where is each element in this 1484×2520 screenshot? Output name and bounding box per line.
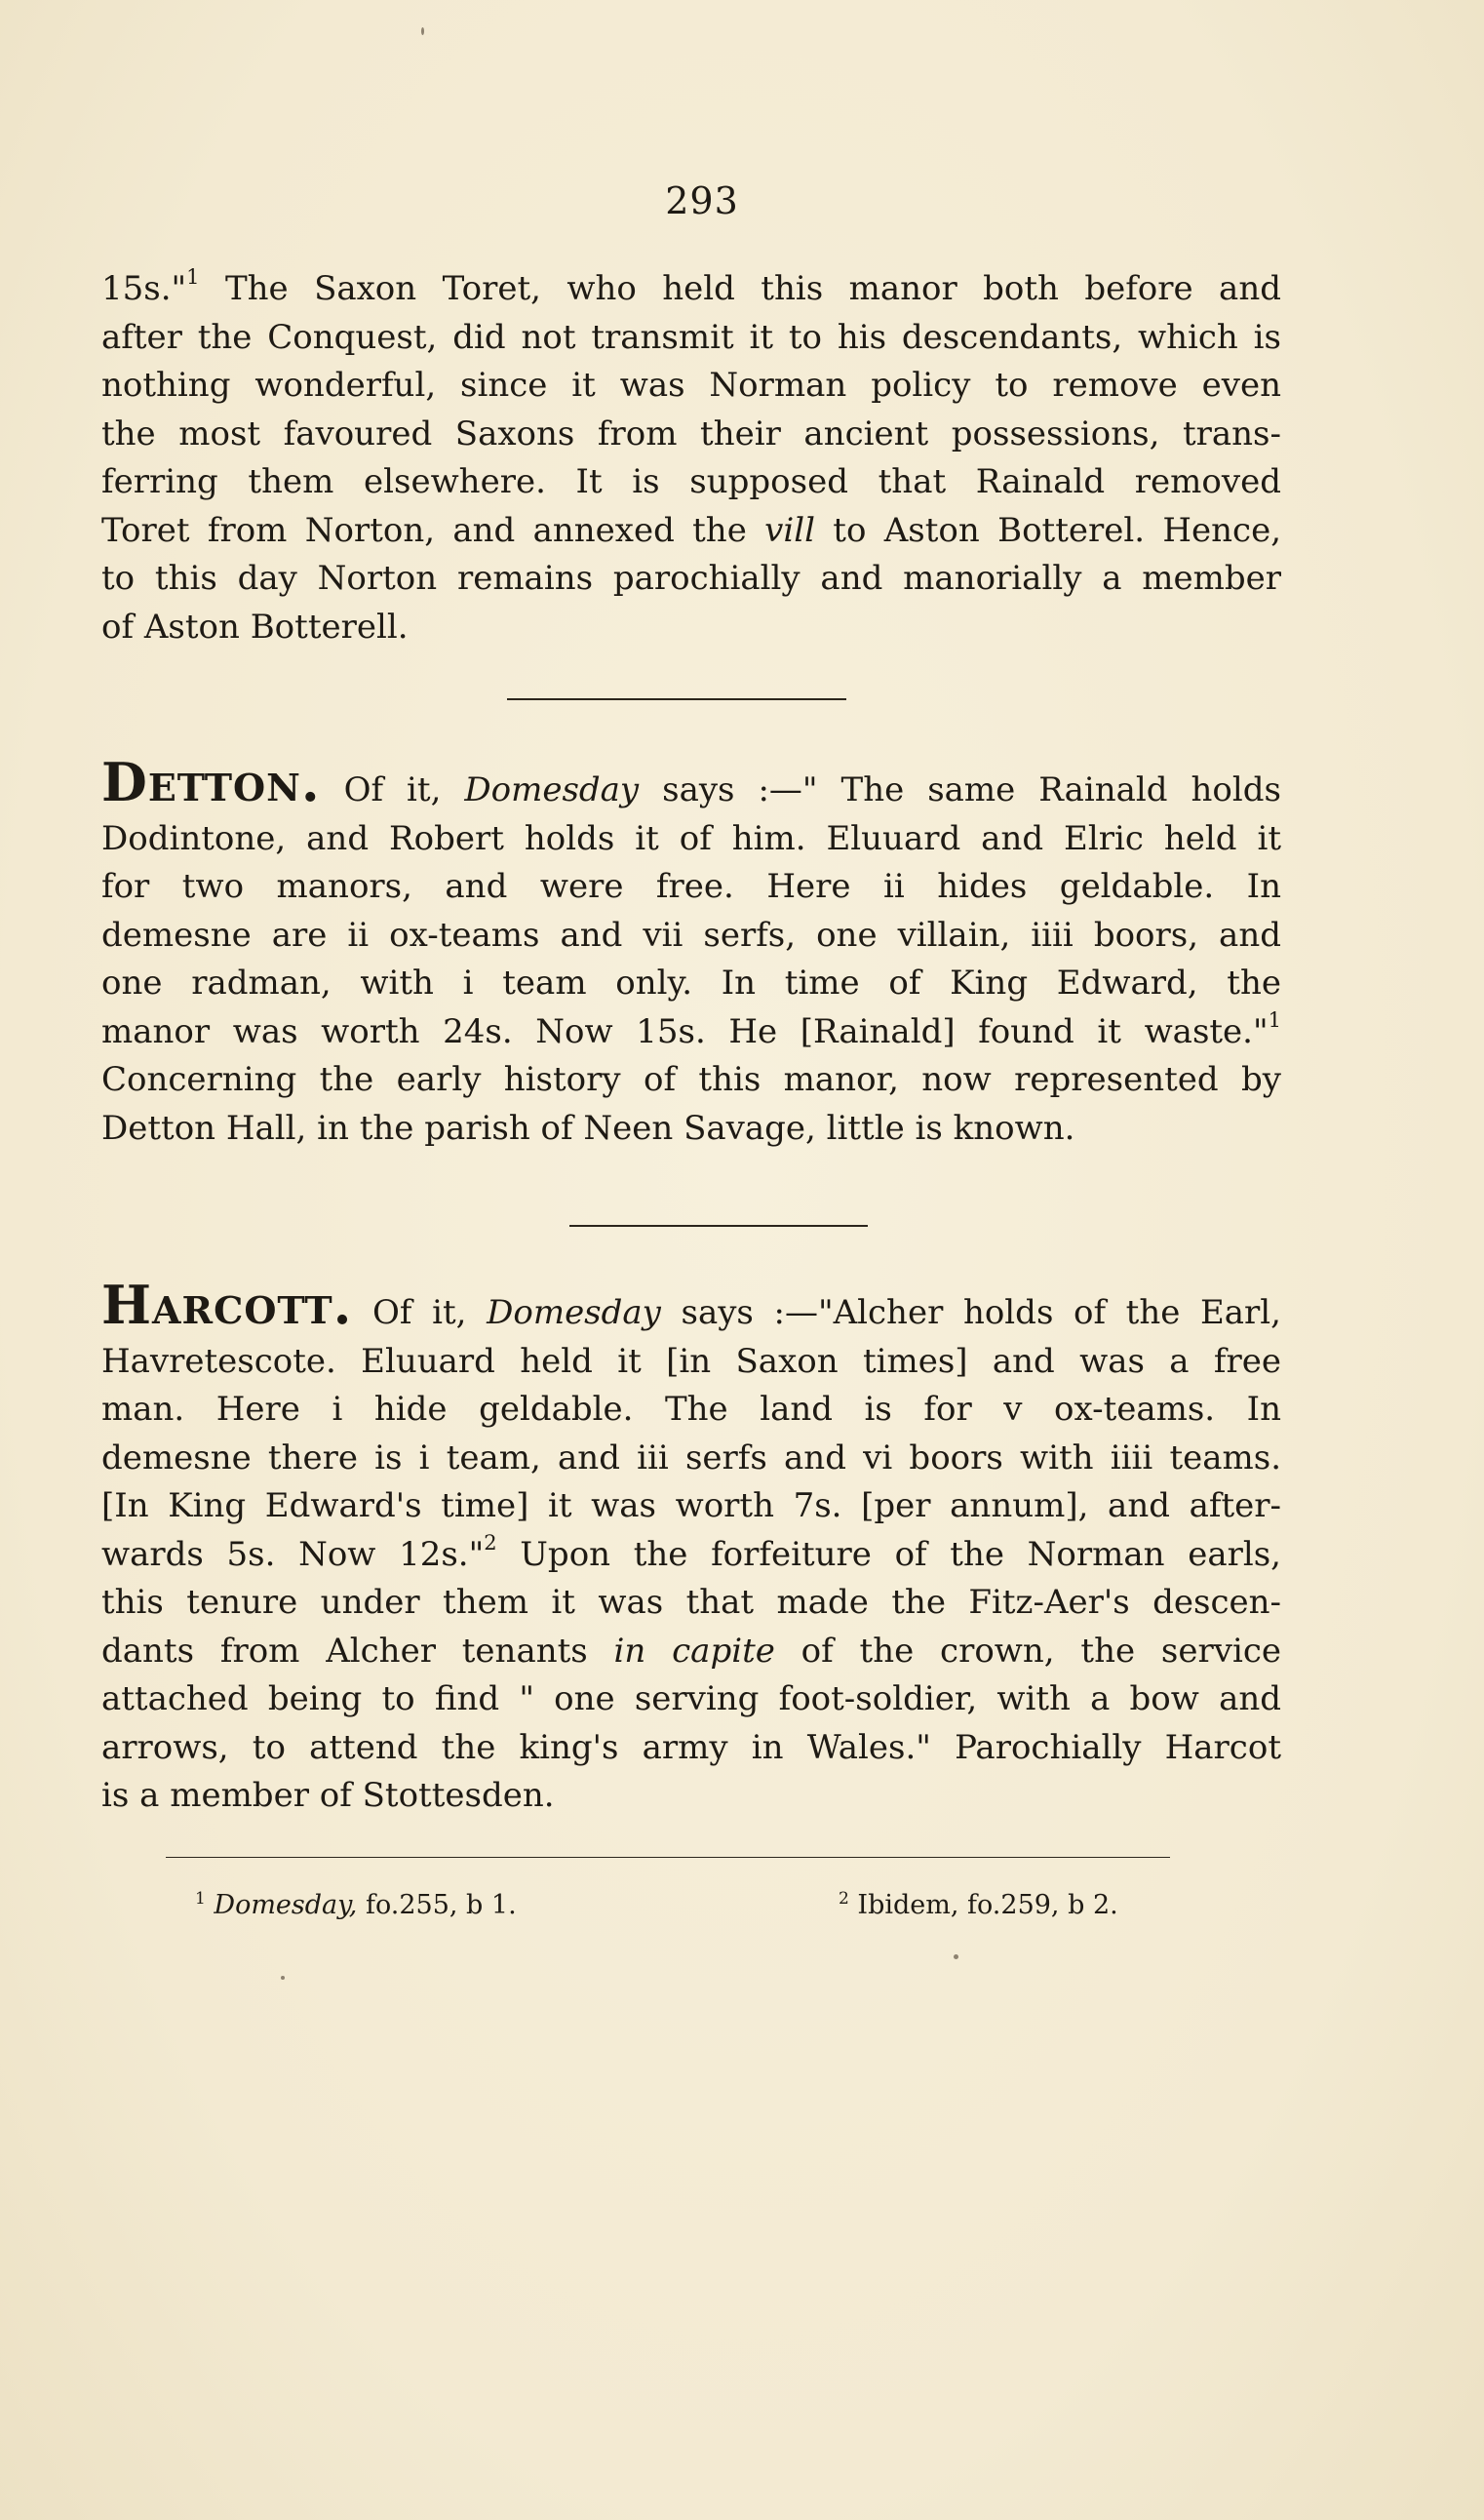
footnote-1: $^1$ Domesday, fo.255, b 1.: [195, 1889, 517, 1920]
text-line: Detton. Of it, Domesday says :—" The same Rainald holds: [101, 751, 1281, 813]
text-line: arrows, to attend the king's army in Wales." Parochially Harcot: [101, 1727, 1281, 1767]
footnote-ref[interactable]: 1: [186, 265, 200, 289]
text-line: nothing wonderful, since it was Norman policy to remove even: [101, 366, 1281, 405]
paper-speck: [281, 1976, 285, 1980]
text-line: 15s."$^1$ The Saxon Toret, who held this manor both before and: [101, 265, 1281, 308]
text-line: this tenure under them it was that made the Fitz-Aer's descen-: [101, 1583, 1281, 1622]
paper-speck: [954, 1954, 958, 1959]
text-line: Toret from Norton, and annexed the vill to Aston Botterel. Hence,: [101, 510, 1281, 550]
text-line: dants from Alcher tenants in capite of the crown, the service: [101, 1631, 1281, 1671]
text-line: demesne are ii ox-teams and vii serfs, one villain, iiii boors, and: [101, 915, 1281, 955]
text-line: is a member of Stottesden.: [101, 1776, 555, 1815]
text-line: Havretescote. Eluuard held it [in Saxon times] and was a free: [101, 1341, 1281, 1381]
footnote-rule: [166, 1857, 1170, 1858]
text-line: ferring them elsewhere. It is supposed that Rainald removed: [101, 462, 1281, 501]
text-line: one radman, with i team only. In time of King Edward, the: [101, 964, 1281, 1003]
text-line: to this day Norton remains parochially and manorially a member: [101, 559, 1281, 598]
detton-section: [101, 751, 1281, 1153]
section-divider: [507, 698, 846, 700]
text-line: manor was worth 24s. Now 15s. He [Rainald] found it waste."$^1$: [101, 1007, 1281, 1051]
text-line: man. Here i hide geldable. The land is for v ox-teams. In: [101, 1390, 1281, 1429]
text-line: Dodintone, and Robert holds it of him. Eluuard and Elric held it: [101, 818, 1281, 858]
text-line: Concerning the early history of this manor, now represented by: [101, 1060, 1281, 1099]
text-line: the most favoured Saxons from their ancient possessions, trans-: [101, 413, 1281, 453]
text-line: for two manors, and were free. Here ii hides geldable. In: [101, 867, 1281, 906]
text-line: of Aston Botterell.: [101, 607, 409, 647]
text-line: Harcott. Of it, Domesday says :—"Alcher holds of the Earl,: [101, 1274, 1281, 1336]
page-number: 293: [665, 179, 739, 222]
text-line: after the Conquest, did not transmit it to his descendants, which is: [101, 317, 1281, 357]
section-divider: [569, 1225, 868, 1227]
paper-speck: [421, 27, 424, 35]
section-heading-harcott: Harcott.: [101, 1274, 353, 1336]
footnote-ref[interactable]: 1: [1268, 1007, 1281, 1032]
text-line: attached being to find " one serving foot-soldier, with a bow and: [101, 1679, 1281, 1718]
norton-paragraph-continued: [101, 265, 1281, 651]
text-line: demesne there is i team, and iii serfs and vi boors with iiii teams.: [101, 1437, 1281, 1477]
harcott-section: [101, 1274, 1281, 1821]
text-line: Detton Hall, in the parish of Neen Savage, little is known.: [101, 1108, 1075, 1148]
section-heading-detton: Detton.: [101, 751, 321, 813]
footnote-ref[interactable]: 2: [484, 1530, 497, 1555]
text-line: [In King Edward's time] it was worth 7s. [per annum], and after-: [101, 1486, 1281, 1525]
text-line: wards 5s. Now 12s."$^2$ Upon the forfeiture of the Norman earls,: [101, 1530, 1281, 1574]
footnote-2: $^2$ Ibidem, fo.259, b 2.: [839, 1889, 1118, 1920]
